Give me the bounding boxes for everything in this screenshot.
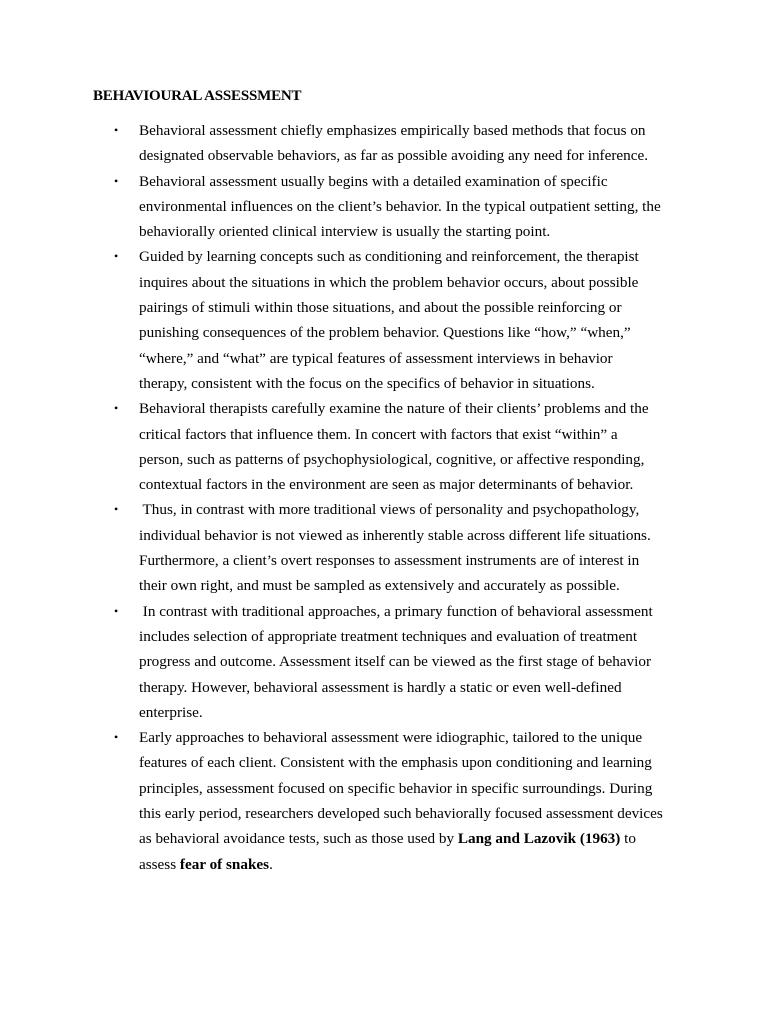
text-line: person, such as patterns of psychophysiological, cognitive, or affective responding, bbox=[139, 450, 645, 468]
list-item bbox=[0, 396, 679, 497]
bullet-icon: • bbox=[114, 173, 119, 188]
list-item bbox=[0, 725, 679, 877]
emphasis-bold: fear of snakes bbox=[179, 855, 270, 873]
bullet-icon: • bbox=[114, 603, 119, 618]
text-run: assess bbox=[139, 855, 180, 873]
text-line: Behavioral assessment chiefly emphasizes empirically based methods that focus on bbox=[139, 122, 646, 139]
text-line-with-citation bbox=[139, 826, 679, 851]
text-line: their own right, and must be sampled as extensively and accurately as possible. bbox=[139, 577, 620, 595]
bullet-list bbox=[0, 118, 768, 877]
text-line: progress and outcome. Assessment itself can be viewed as the first stage of behavior bbox=[139, 653, 652, 671]
text-line: “where,” and “what” are typical features of assessment interviews in behavior bbox=[139, 349, 613, 367]
text-line: Furthermore, a client’s overt responses to assessment instruments are of interest in bbox=[139, 552, 640, 570]
text-line: inquires about the situations in which the problem behavior occurs, about possible bbox=[139, 273, 639, 291]
list-item bbox=[0, 497, 679, 598]
bullet-icon: • bbox=[114, 401, 119, 416]
text-line: environmental influences on the client’s behavior. In the typical outpatient setting, the bbox=[139, 197, 661, 215]
text-line: this early period, researchers developed such behaviorally focused assessment devices bbox=[139, 805, 663, 823]
list-item bbox=[0, 244, 679, 396]
text-line: Early approaches to behavioral assessment were idiographic, tailored to the unique bbox=[139, 729, 643, 747]
text-line: includes selection of appropriate treatment techniques and evaluation of treatment bbox=[139, 627, 638, 645]
text-line: In contrast with traditional approaches, a primary function of behavioral assessment bbox=[139, 602, 653, 620]
text-line: Thus, in contrast with more traditional views of personality and psychopathology, bbox=[139, 501, 640, 519]
bullet-icon: • bbox=[114, 123, 119, 137]
list-item bbox=[0, 169, 679, 245]
text-line-with-emphasis bbox=[139, 852, 679, 877]
text-run: . bbox=[269, 855, 273, 873]
text-line: pairings of stimuli within those situations, and about the possible reinforcing or bbox=[139, 299, 622, 317]
text-line: critical factors that influence them. In concert with factors that exist “within” a bbox=[139, 425, 618, 443]
list-item bbox=[0, 118, 679, 169]
text-line: enterprise. bbox=[139, 703, 203, 721]
text-line: behaviorally oriented clinical interview is usually the starting point. bbox=[139, 223, 551, 241]
text-run: to bbox=[620, 830, 636, 848]
document-heading: BEHAVIOURAL ASSESSMENT bbox=[93, 88, 302, 104]
bullet-icon: • bbox=[114, 730, 119, 745]
text-line: Guided by learning concepts such as conditioning and reinforcement, the therapist bbox=[139, 248, 639, 266]
text-run: as behavioral avoidance tests, such as those used by bbox=[139, 830, 458, 848]
text-line: designated observable behaviors, as far as possible avoiding any need for inference. bbox=[139, 147, 649, 165]
citation-bold: Lang and Lazovik (1963) bbox=[457, 830, 621, 848]
text-line: principles, assessment focused on specific behavior in specific surroundings. During bbox=[139, 779, 653, 797]
bullet-icon: • bbox=[114, 502, 119, 517]
text-line: punishing consequences of the problem behavior. Questions like “how,” “when,” bbox=[139, 324, 631, 342]
text-line: features of each client. Consistent with the emphasis upon conditioning and learning bbox=[139, 754, 652, 772]
text-line: individual behavior is not viewed as inherently stable across different life situations. bbox=[139, 526, 651, 544]
text-line: contextual factors in the environment are seen as major determinants of behavior. bbox=[139, 476, 634, 494]
text-line: therapy, consistent with the focus on the specifics of behavior in situations. bbox=[139, 374, 595, 392]
text-line: Behavioral assessment usually begins with a detailed examination of specific bbox=[139, 172, 608, 190]
text-line: Behavioral therapists carefully examine the nature of their clients’ problems and the bbox=[139, 400, 649, 418]
bullet-icon: • bbox=[114, 249, 119, 264]
list-item bbox=[0, 599, 679, 725]
text-line: therapy. However, behavioral assessment is hardly a static or even well-defined bbox=[139, 678, 622, 696]
